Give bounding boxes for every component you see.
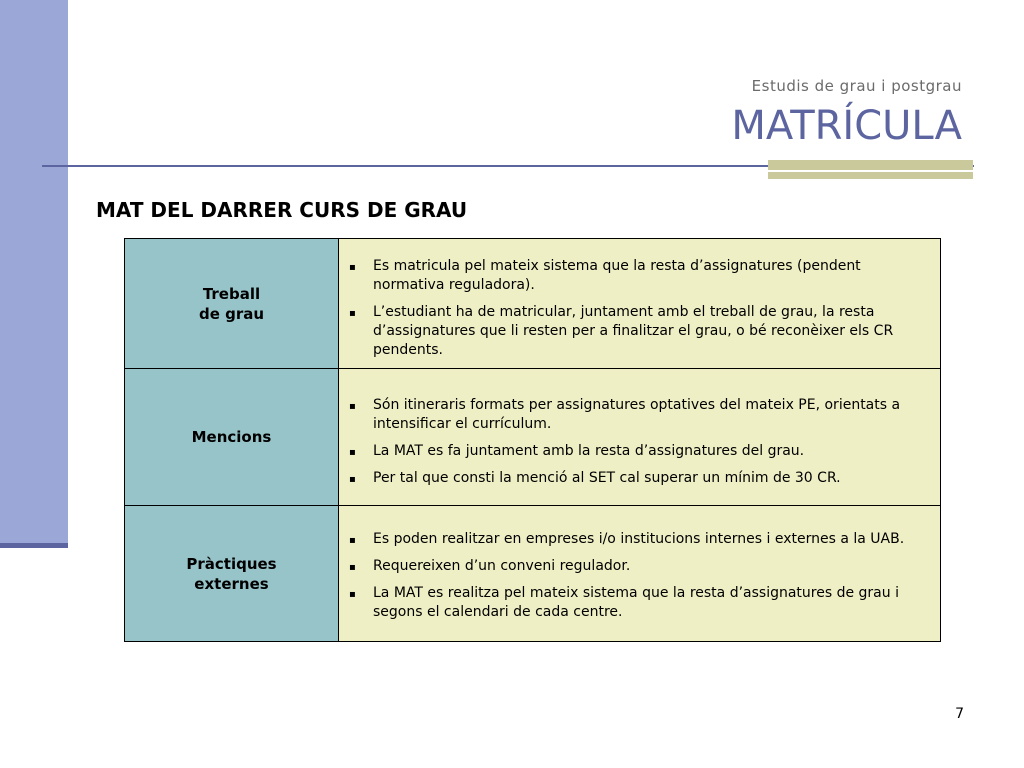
- bullet-text: Requereixen d’un conveni regulador.: [373, 557, 631, 574]
- bullet-text: Són itineraris formats per assignatures optatives del mateix PE, orientats a intensificar el currículum.: [373, 397, 901, 432]
- row-label: Pràctiques externes: [186, 554, 277, 593]
- page-number: 7: [955, 706, 964, 722]
- bullet-text: Es poden realitzar en empreses i/o institucions internes i externes a la UAB.: [373, 530, 905, 547]
- row-label: Mencions: [191, 428, 272, 446]
- table-row: [125, 506, 941, 642]
- square-bullet-icon: ▪: [349, 561, 356, 573]
- section-heading: MAT DEL DARRER CURS DE GRAU: [96, 198, 468, 222]
- bullet-text: Per tal que consti la menció al SET cal superar un mínim de 30 CR.: [373, 470, 841, 486]
- row-label-cell: [125, 369, 339, 506]
- bullet-list: [349, 396, 932, 488]
- bullet-text: L’estudiant ha de matricular, juntament amb el treball de grau, la resta d’assignatures que li resten per a finalitzar el grau, o bé reconèixer els CR pendents.: [373, 304, 894, 358]
- info-table: [124, 238, 941, 642]
- bullet-list: [349, 530, 932, 622]
- square-bullet-icon: ▪: [349, 474, 356, 485]
- square-bullet-icon: ▪: [349, 401, 356, 412]
- bullet-text: La MAT es fa juntament amb la resta d’assignatures del grau.: [373, 443, 805, 459]
- slide-subtitle: Estudis de grau i postgrau: [751, 77, 962, 95]
- list-item: [349, 257, 932, 295]
- list-item: [349, 396, 932, 434]
- list-item: [349, 469, 932, 488]
- list-item: [349, 303, 932, 360]
- table-row: [125, 239, 941, 369]
- square-bullet-icon: ▪: [349, 262, 356, 273]
- row-label-cell: [125, 506, 339, 642]
- list-item: [349, 584, 932, 622]
- side-decoration-bar: [0, 0, 68, 545]
- square-bullet-icon: ▪: [349, 447, 356, 458]
- row-label: Treball de grau: [198, 284, 265, 323]
- header-accent-bar: [768, 160, 973, 170]
- list-item: [349, 442, 932, 461]
- row-label-cell: [125, 239, 339, 369]
- square-bullet-icon: ▪: [349, 588, 356, 600]
- square-bullet-icon: ▪: [349, 534, 356, 546]
- row-content-cell: [339, 239, 941, 369]
- bullet-text: La MAT es realitza pel mateix sistema que la resta d’assignatures de grau i segons el calendari de cada centre.: [373, 584, 899, 620]
- square-bullet-icon: ▪: [349, 308, 356, 319]
- row-content-cell: [339, 369, 941, 506]
- bullet-text: Es matricula pel mateix sistema que la resta d’assignatures (pendent normativa reguladora).: [373, 258, 861, 293]
- row-content-cell: [339, 506, 941, 642]
- list-item: [349, 557, 932, 576]
- bullet-list: [349, 257, 932, 360]
- slide-title: MATRÍCULA: [731, 103, 962, 149]
- header-accent-bar-lower: [768, 172, 973, 179]
- side-decoration-edge: [0, 543, 68, 548]
- list-item: [349, 530, 932, 549]
- table-row: [125, 369, 941, 506]
